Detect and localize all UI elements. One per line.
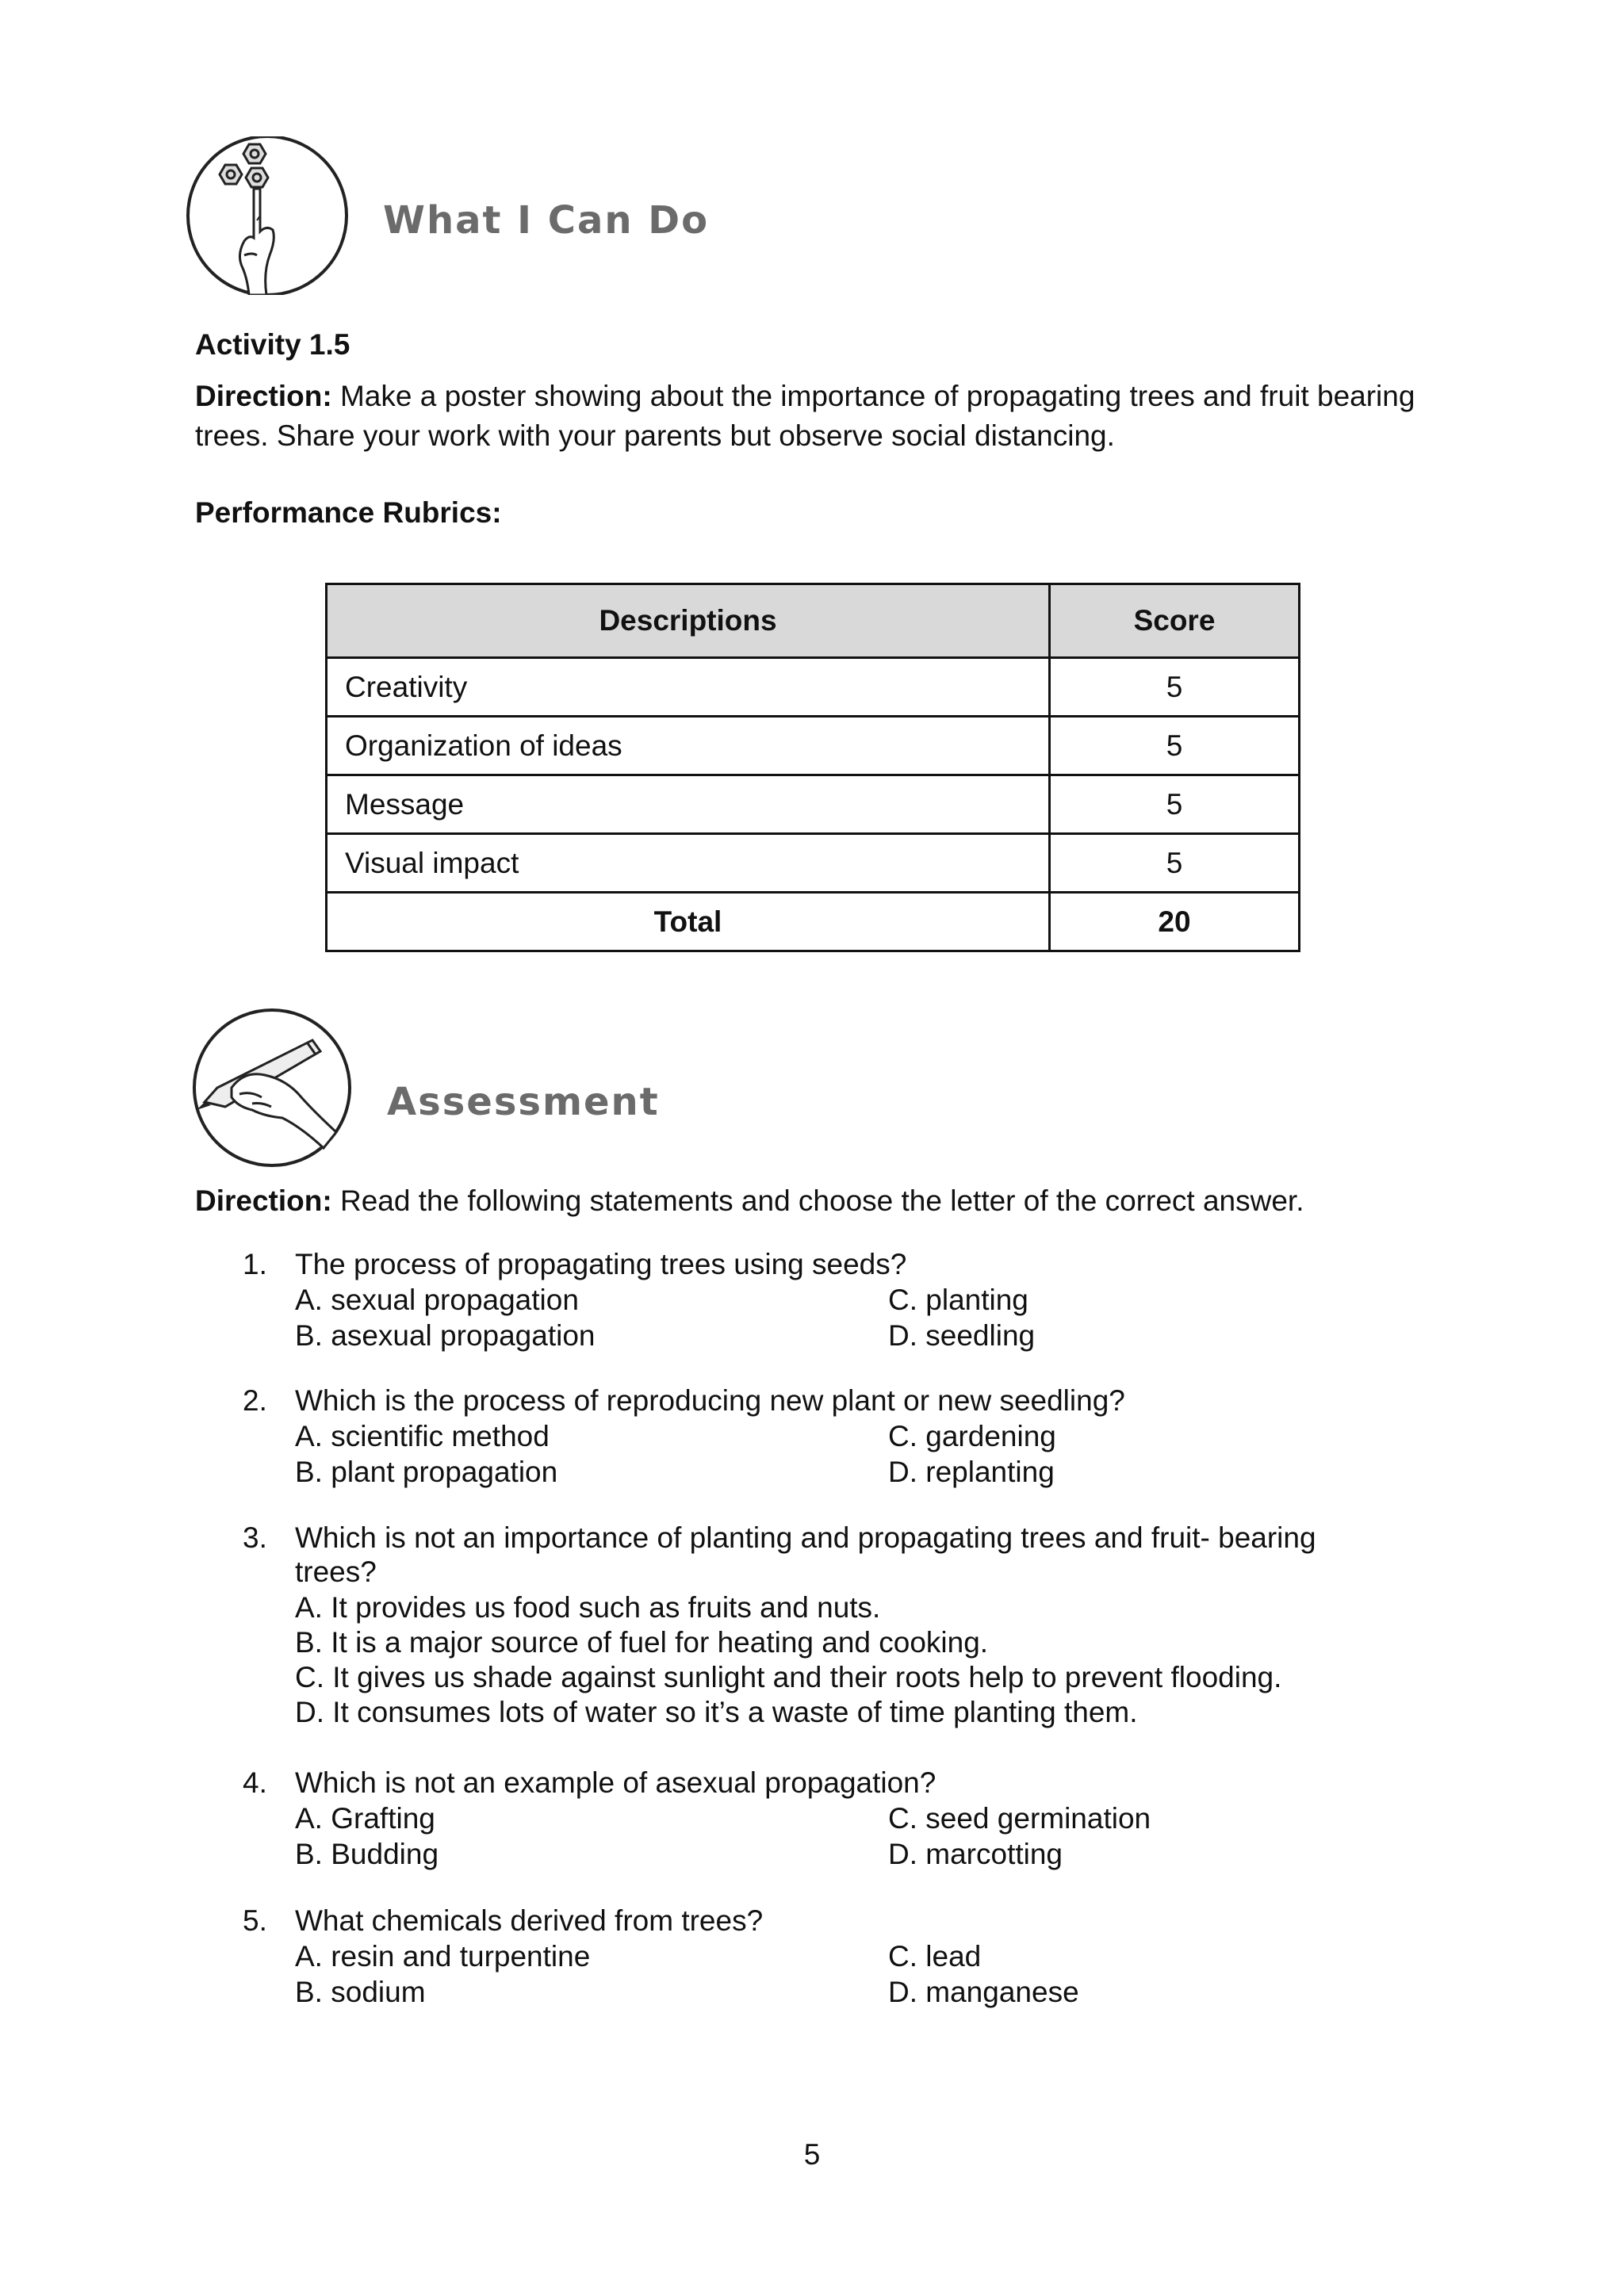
rubric-header-row xyxy=(327,584,1300,658)
choice-a: A. scientific method xyxy=(295,1420,550,1452)
rubric-score: 5 xyxy=(1050,717,1300,775)
direction-text: Make a poster showing about the importance of propagating trees and fruit bearing trees. Share your work with your parents but observe social distancing. xyxy=(195,380,1415,452)
question-number: 4. xyxy=(243,1766,267,1799)
table-row xyxy=(327,658,1300,717)
direction-label: Direction: xyxy=(195,380,332,412)
rubric-desc: Message xyxy=(327,775,1050,834)
rubric-score: 5 xyxy=(1050,658,1300,717)
table-row xyxy=(327,775,1300,834)
question-number: 1. xyxy=(243,1248,267,1280)
question-text-line-2: trees? xyxy=(295,1556,377,1588)
direction-paragraph xyxy=(195,377,1464,456)
rubric-desc: Visual impact xyxy=(327,834,1050,893)
choice-c: C. lead xyxy=(888,1940,982,1973)
hand-writing-pencil-icon xyxy=(189,1008,355,1167)
choice-a: A. It provides us food such as fruits and nuts. xyxy=(295,1591,881,1624)
question-text: What chemicals derived from trees? xyxy=(295,1904,764,1937)
rubric-total-label: Total xyxy=(327,893,1050,951)
choice-b: B. asexual propagation xyxy=(295,1319,596,1352)
choice-b: B. sodium xyxy=(295,1976,426,2008)
section-title-what-i-can-do: What I Can Do xyxy=(383,198,710,243)
rubric-total-row xyxy=(327,893,1300,951)
choice-d: D. replanting xyxy=(888,1456,1055,1488)
rubric-desc: Creativity xyxy=(327,658,1050,717)
question-text: Which is the process of reproducing new plant or new seedling? xyxy=(295,1384,1125,1417)
rubric-score: 5 xyxy=(1050,775,1300,834)
table-row xyxy=(327,717,1300,775)
rubric-header-descriptions: Descriptions xyxy=(327,584,1050,658)
choice-c: C. It gives us shade against sunlight and their roots help to prevent flooding. xyxy=(295,1661,1282,1693)
rubric-total-value: 20 xyxy=(1050,893,1300,951)
assessment-direction xyxy=(195,1181,1304,1221)
choice-b: B. Budding xyxy=(295,1838,439,1870)
rubric-desc: Organization of ideas xyxy=(327,717,1050,775)
choice-c: C. gardening xyxy=(888,1420,1056,1452)
activity-label: Activity 1.5 xyxy=(195,328,350,361)
choice-a: A. sexual propagation xyxy=(295,1284,579,1316)
rubrics-label: Performance Rubrics: xyxy=(195,496,502,529)
section-title-assessment: Assessment xyxy=(387,1080,660,1124)
question-number: 5. xyxy=(243,1904,267,1937)
choice-d: D. seedling xyxy=(888,1319,1036,1352)
question-text: The process of propagating trees using seeds? xyxy=(295,1248,907,1280)
question-text: Which is not an example of asexual propagation? xyxy=(295,1766,936,1799)
direction-text: Read the following statements and choose the letter of the correct answer. xyxy=(339,1184,1304,1217)
choice-a: A. resin and turpentine xyxy=(295,1940,591,1973)
choice-a: A. Grafting xyxy=(295,1802,435,1835)
question-number: 2. xyxy=(243,1384,267,1417)
choice-d: D. marcotting xyxy=(888,1838,1063,1870)
direction-label: Direction: xyxy=(195,1184,332,1217)
rubric-score: 5 xyxy=(1050,834,1300,893)
rubric-table xyxy=(325,583,1300,952)
rubric-header-score: Score xyxy=(1050,584,1300,658)
choice-d: D. manganese xyxy=(888,1976,1079,2008)
page-number: 5 xyxy=(803,2138,821,2171)
choice-d: D. It consumes lots of water so it’s a waste of time planting them. xyxy=(295,1696,1138,1728)
choice-b: B. It is a major source of fuel for heating and cooking. xyxy=(295,1626,989,1659)
choice-c: C. seed germination xyxy=(888,1802,1151,1835)
question-text-line-1: Which is not an importance of planting and propagating trees and fruit- bearing xyxy=(295,1521,1316,1554)
question-number: 3. xyxy=(243,1521,267,1554)
choice-b: B. plant propagation xyxy=(295,1456,558,1488)
table-row xyxy=(327,834,1300,893)
hand-with-nuts-icon xyxy=(184,136,350,295)
choice-c: C. planting xyxy=(888,1284,1028,1316)
